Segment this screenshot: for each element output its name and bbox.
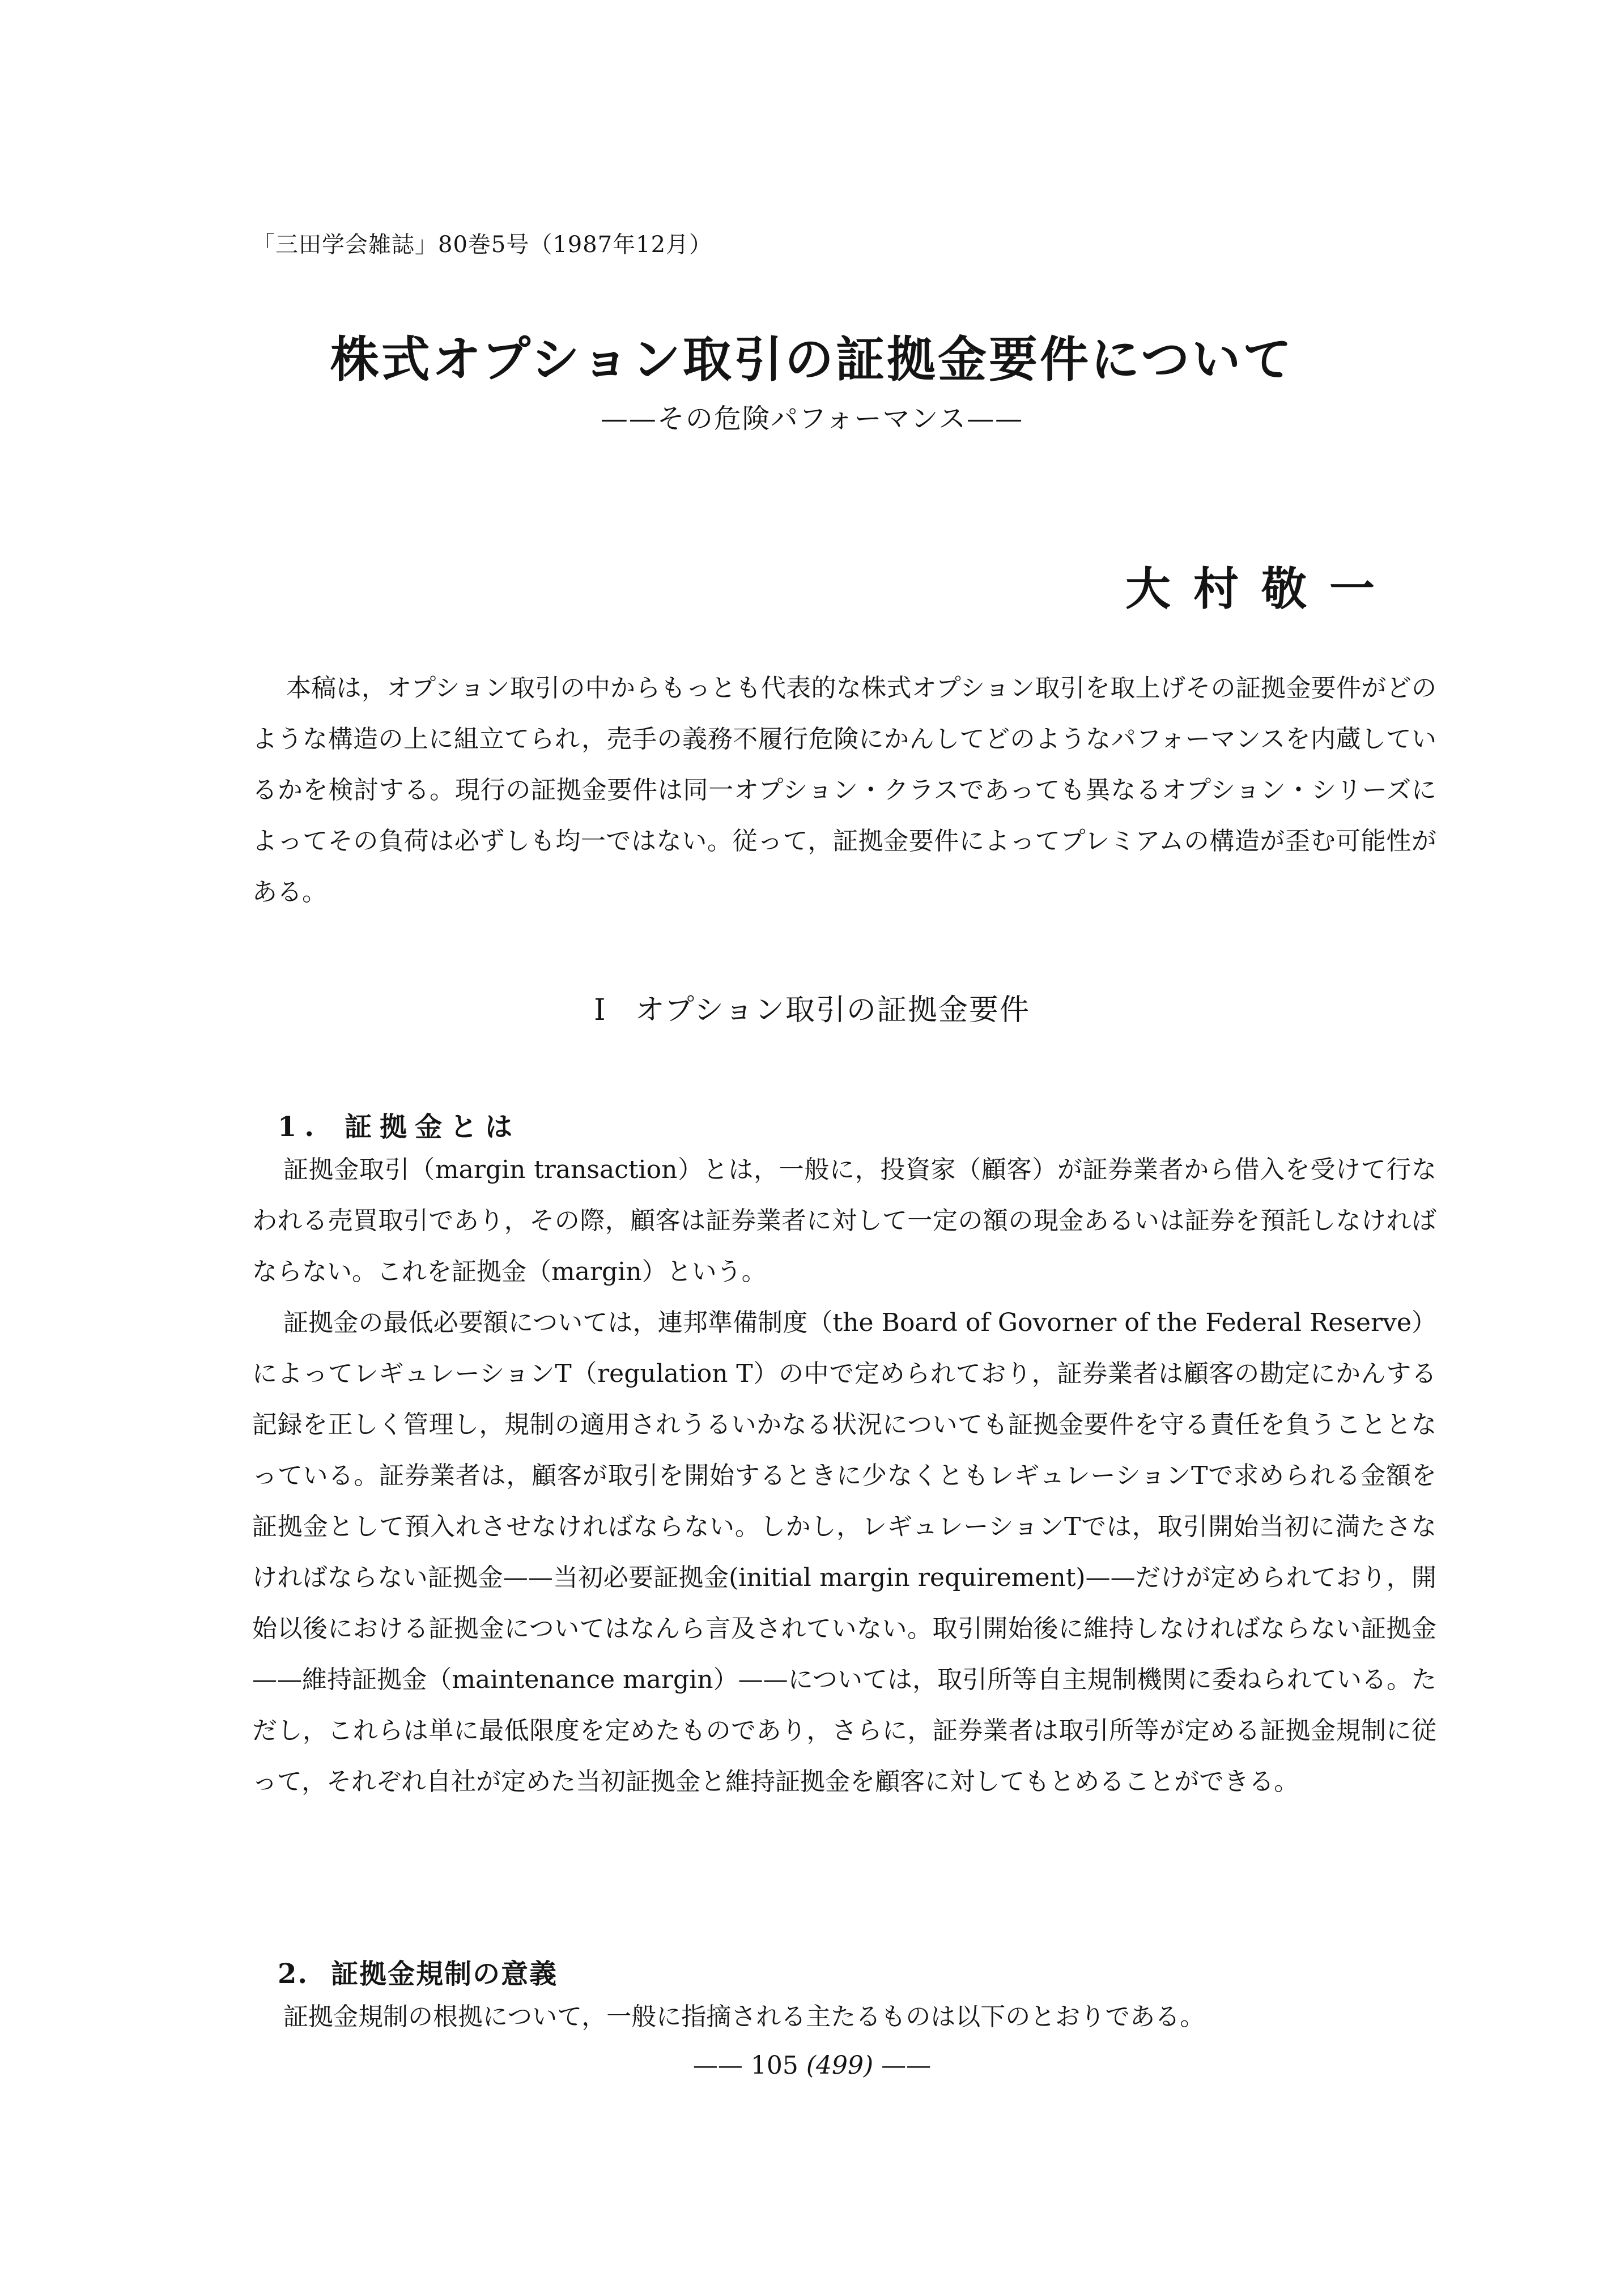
page-number-dash-right: —— [881,2051,932,2080]
paper-subtitle: ——その危険パフォーマンス—— [600,403,1024,435]
page-number-value: 105 [750,2051,798,2080]
subsection-title: 証拠金規制の意義 [331,1958,558,1990]
paragraph: 証拠金規制の根拠について，一般に指摘される主たるものは以下のとおりである。 [283,2002,1205,2031]
paragraph: 証拠金の最低必要額については，連邦準備制度（the Board of Govorner of the Federal Reserve）によってレギュレーションT（regulation T）の中で定められており，証券業者は顧客の勘定にかんする記録を正しく管理し，規制の適用されうるいかなる状況についても証拠金要件を守る責任を負うこととなっている。証券業者は，顧客が取引を開始するときに少なくともレギュレーションTで求められる金額を証拠金として預入れさせなければならない。しかし，レギュレーションTでは，取引開始当初に満たさなければならない証拠金——当初必要証拠金(initial margin requirement)——だけが定められており，開始以後における証拠金についてはなんら言及されていない。取引開始後に維持しなければならない証拠金——維持証拠金（maintenance margin）——については，取引所等自主規制機関に委ねられている。ただし，これらは単に最低限度を定めたものであり，さらに，証券業者は取引所等が定める証拠金規制に従って，それぞれ自社が定めた当初証拠金と維持証拠金を顧客に対してもとめることができる。 [252,1308,1436,1796]
abstract: 本稿は，オプション取引の中からもっとも代表的な株式オプション取引を取上げその証拠金要件がどのような構造の上に組立てられ，売手の義務不履行危険にかんしてどのようなパフォーマンスを内蔵しているかを検討する。現行の証拠金要件は同一オプション・クラスであっても異なるオプション・シリーズによってその負荷は必ずしも均一ではない。従って，証拠金要件によってプレミアムの構造が歪む可能性がある。 [252,674,1436,907]
page-number-total: (499) [806,2051,874,2080]
subsection-title: 証拠金とは [345,1111,521,1143]
subsection-heading [278,1952,558,1991]
page-number [0,2051,1624,2080]
section-title: オプション取引の証拠金要件 [635,993,1030,1027]
paper-title: 株式オプション取引の証拠金要件について [330,331,1294,388]
author-name: 大村敬一 [1125,562,1397,615]
section-number: I [594,993,607,1027]
subsection-number: 1. [278,1111,322,1143]
page-number-dash-left: —— [692,2051,743,2080]
paragraph: 証拠金取引（margin transaction）とは，一般に，投資家（顧客）が証券業者から借入を受けて行なわれる売買取引であり，その際，顧客は証券業者に対して一定の額の現金あるいは証券を預託しなければならない。これを証拠金（margin）という。 [252,1155,1436,1286]
subsection-number: 2. [278,1958,309,1990]
subsection-heading [278,1105,520,1144]
section-heading [0,986,1624,1028]
journal-header: 「三田学会雑誌」80巻5号（1987年12月） [252,232,713,258]
